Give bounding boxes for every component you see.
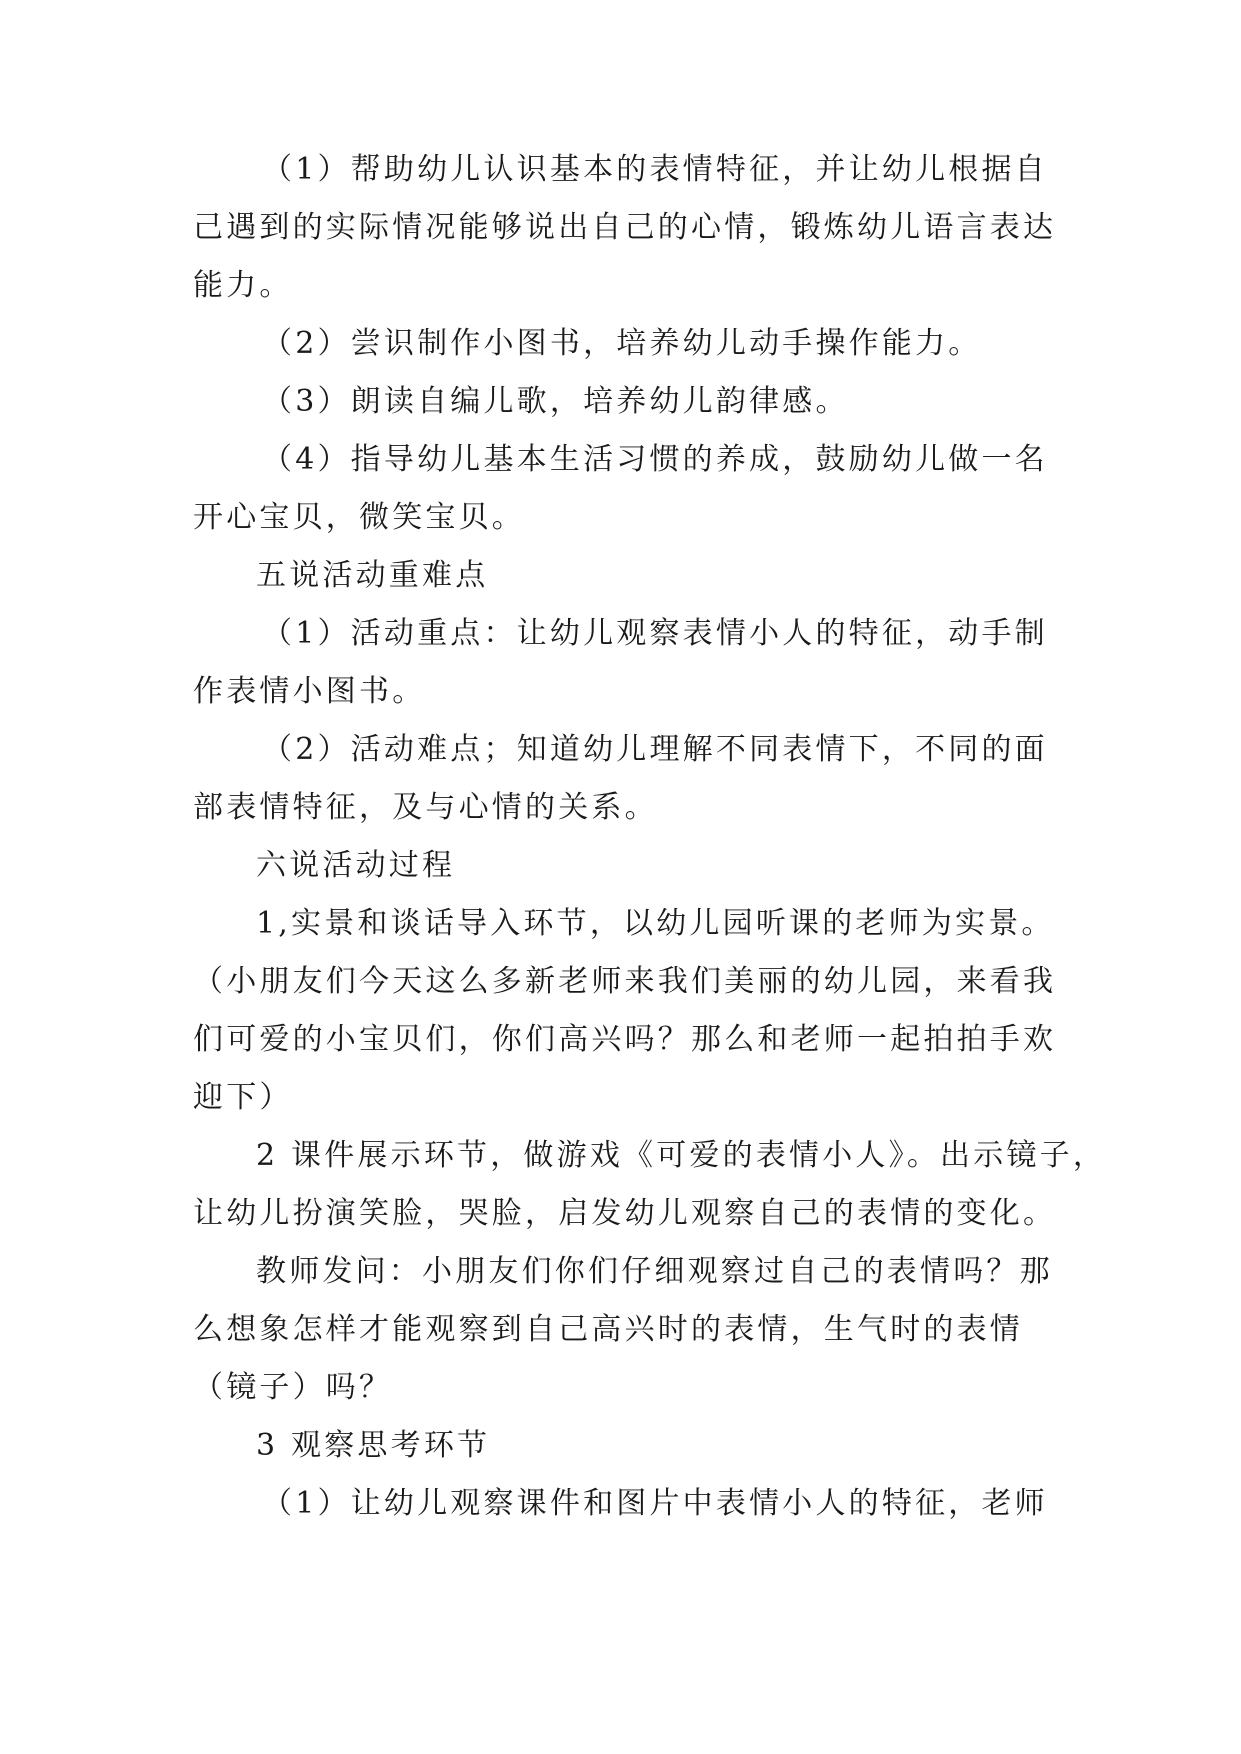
text-line: （1）活动重点：让幼儿观察表情小人的特征，动手制: [262, 616, 1048, 651]
section-heading: 3 观察思考环节: [256, 1428, 491, 1463]
text-line: 1,实景和谈话导入环节，以幼儿园听课的老师为实景。: [256, 906, 1055, 941]
section-heading: 六说活动过程: [256, 848, 456, 883]
text-line: 作表情小图书。: [193, 674, 426, 709]
text-line: 部表情特征，及与心情的关系。: [193, 790, 658, 825]
text-line: （2）尝识制作小图书，培养幼儿动手操作能力。: [262, 326, 982, 361]
text-line: 们可爱的小宝贝们，你们高兴吗？那么和老师一起拍拍手欢: [193, 1022, 1057, 1057]
text-line: 开心宝贝，微笑宝贝。: [193, 500, 525, 535]
text-line: 教师发问：小朋友们你们仔细观察过自己的表情吗？那: [256, 1254, 1053, 1289]
text-line: （1）让幼儿观察课件和图片中表情小人的特征，老师: [262, 1486, 1048, 1521]
text-line: 迎下）: [193, 1080, 293, 1115]
section-heading: 五说活动重难点: [256, 558, 489, 593]
text-line: 己遇到的实际情况能够说出自己的心情，锻炼幼儿语言表达: [193, 210, 1057, 245]
text-line: 让幼儿扮演笑脸，哭脸，启发幼儿观察自己的表情的变化。: [193, 1196, 1057, 1231]
text-line: 能力。: [193, 268, 293, 303]
text-line: （镜子）吗？: [193, 1370, 393, 1405]
text-line: （4）指导幼儿基本生活习惯的养成，鼓励幼儿做一名: [262, 442, 1048, 477]
text-line: （2）活动难点；知道幼儿理解不同表情下，不同的面: [262, 732, 1048, 767]
text-line: （1）帮助幼儿认识基本的表情特征，并让幼儿根据自: [262, 152, 1048, 187]
text-line: （小朋友们今天这么多新老师来我们美丽的幼儿园，来看我: [193, 964, 1057, 999]
text-line: 2 课件展示环节，做游戏《可爱的表情小人》。出示镜子，: [256, 1138, 1107, 1173]
text-line: 么想象怎样才能观察到自己高兴时的表情，生气时的表情: [193, 1312, 1023, 1347]
text-line: （3）朗读自编儿歌，培养幼儿韵律感。: [262, 384, 849, 419]
